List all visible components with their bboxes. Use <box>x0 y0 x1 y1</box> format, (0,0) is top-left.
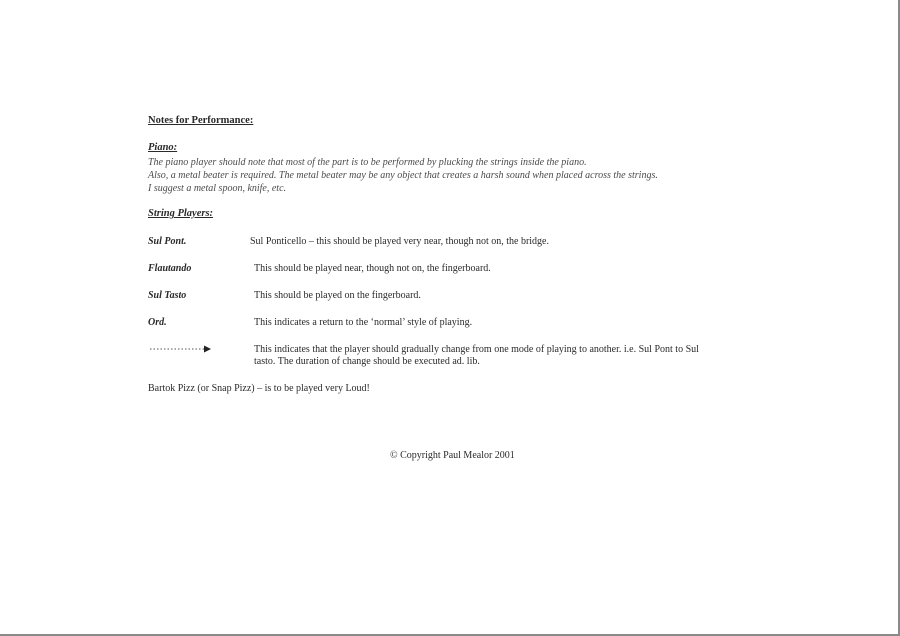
bartok-pizz-note: Bartok Pizz (or Snap Pizz) – is to be played very Loud! <box>148 383 370 394</box>
term-ord: Ord. <box>148 317 167 328</box>
page-title: Notes for Performance: <box>148 115 254 126</box>
term-sul-pont-description: Sul Ponticello – this should be played very near, though not on, the bridge. <box>250 236 549 247</box>
piano-note-line-2: Also, a metal beater is required. The metal beater may be any object that creates a harsh sound when placed across the strings. <box>148 170 658 181</box>
piano-note-line-1: The piano player should note that most of the part is to be performed by plucking the strings inside the piano. <box>148 157 587 168</box>
term-ord-description: This indicates a return to the ‘normal’ style of playing. <box>254 317 473 328</box>
dotted-arrow-right-icon <box>150 344 212 354</box>
term-flautando-description: This should be played near, though not on, the fingerboard. <box>254 263 491 274</box>
piano-note-line-3: I suggest a metal spoon, knife, etc. <box>148 183 287 194</box>
arrow-description-line-2: tasto. The duration of change should be executed ad. lib. <box>254 356 480 367</box>
term-sul-pont: Sul Pont. <box>148 236 187 247</box>
string-players-heading: String Players: <box>148 208 214 219</box>
term-sul-tasto-description: This should be played on the fingerboard. <box>254 290 421 301</box>
term-flautando: Flautando <box>148 263 192 274</box>
arrow-description-line-1: This indicates that the player should gradually change from one mode of playing to another. i.e. Sul Pont to Sul <box>254 344 699 355</box>
term-sul-tasto: Sul Tasto <box>148 290 187 301</box>
piano-heading: Piano: <box>148 142 178 153</box>
copyright-notice: © Copyright Paul Mealor 2001 <box>390 450 515 461</box>
